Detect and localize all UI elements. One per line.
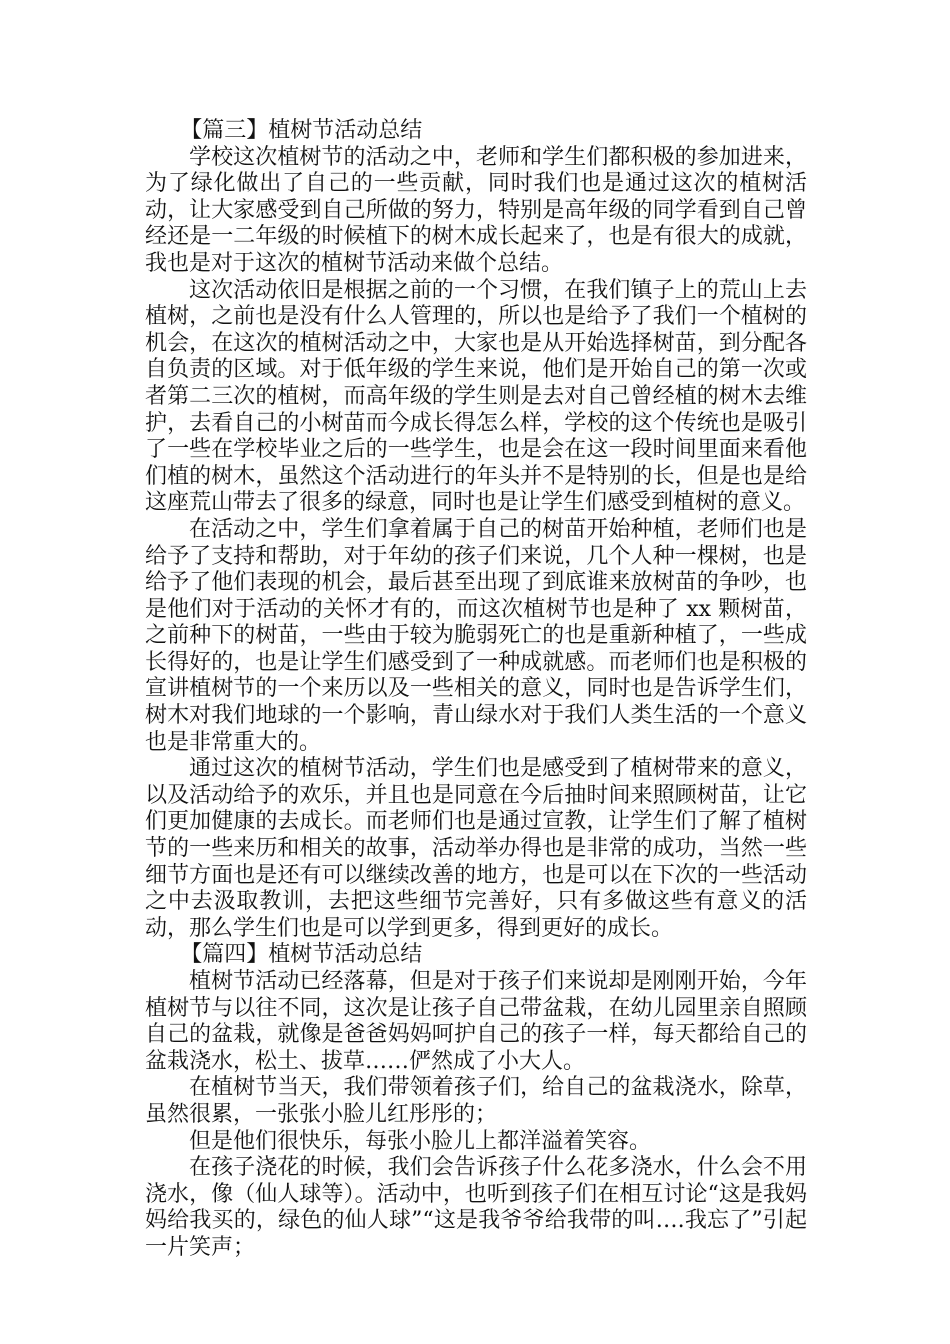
paragraph: 植树节活动已经落幕，但是对于孩子们来说却是刚刚开始，今年植树节与以往不同，这次是让孩子自己带盆栽，在幼儿园里亲自照顾自己的盆栽，就像是爸爸妈妈呵护自己的孩子一样，每天都给自己的盆栽浇水，松土、拔草……俨然成了小大人。 xyxy=(145,969,807,1074)
paragraph: 但是他们很快乐，每张小脸儿上都洋溢着笑容。 xyxy=(189,1128,652,1154)
paragraph: 通过这次的植树节活动，学生们也是感受到了植树带来的意义，以及活动给予的欢乐，并且也是同意在今后抽时间来照顾树苗，让它们更加健康的去成长。而老师们也是通过宣教，让学生们了解了植树节的一些来历和相关的故事，活动举办得也是非常的成功，当然一些细节方面也是还有可以继续改善的地方，也是可以在下次的一些活动之中去汲取教训，去把这些细节完善好，只有多做这些有意义的活动，那么学生们也是可以学到更多，得到更好的成长。 xyxy=(145,756,807,941)
paragraph: 在孩子浇花的时候，我们会告诉孩子什么花多浇水，什么会不用浇水，像（仙人球等）。活动中，也听到孩子们在相互讨论“这是我妈妈给我买的，绿色的仙人球”“这是我爷爷给我带的叫….我忘了”引起一片笑声； xyxy=(145,1155,807,1260)
paragraph: 这次活动依旧是根据之前的一个习惯，在我们镇子上的荒山上去植树，之前也是没有什么人管理的，所以也是给予了我们一个植树的机会，在这次的植树活动之中，大家也是从开始选择树苗，到分配各自负责的区域。对于低年级的学生来说，他们是开始自己的第一次或者第二三次的植树，而高年级的学生则是去对自己曾经植的树木去维护，去看自己的小树苗而今成长得怎么样，学校的这个传统也是吸引了一些在学校毕业之后的一些学生，也是会在这一段时间里面来看他们植的树木，虽然这个活动进行的年头并不是特别的长，但是也是给这座荒山带去了很多的绿意，同时也是让学生们感受到植树的意义。 xyxy=(145,277,807,516)
section-heading: 【篇三】植树节活动总结 xyxy=(180,118,423,143)
section-heading: 【篇四】植树节活动总结 xyxy=(180,942,423,968)
paragraph: 在植树节当天，我们带领着孩子们，给自己的盆栽浇水，除草，虽然很累，一张张小脸儿红彤彤的； xyxy=(145,1075,807,1127)
paragraph: 学校这次植树节的活动之中，老师和学生们都积极的参加进来，为了绿化做出了自己的一些贡献，同时我们也是通过这次的植树活动，让大家感受到自己所做的努力，特别是高年级的同学看到自己曾经还是一二年级的时候植下的树木成长起来了，也是有很大的成就，我也是对于这次的植树节活动来做个总结。 xyxy=(145,144,807,276)
paragraph: 在活动之中，学生们拿着属于自己的树苗开始种植，老师们也是给予了支持和帮助，对于年幼的孩子们来说，几个人种一棵树，也是给予了他们表现的机会，最后甚至出现了到底谁来放树苗的争吵，也是他们对于活动的关怀才有的，而这次植树节也是种了 xx 颗树苗，之前种下的树苗，一些由于较为脆弱死亡的也是重新种植了，一些成长得好的，也是让学生们感受到了一种成就感。而老师们也是积极的宣讲植树节的一个来历以及一些相关的意义，同时也是告诉学生们，树木对我们地球的一个影响，青山绿水对于我们人类生活的一个意义也是非常重大的。 xyxy=(145,516,807,755)
document-page xyxy=(145,118,807,1262)
